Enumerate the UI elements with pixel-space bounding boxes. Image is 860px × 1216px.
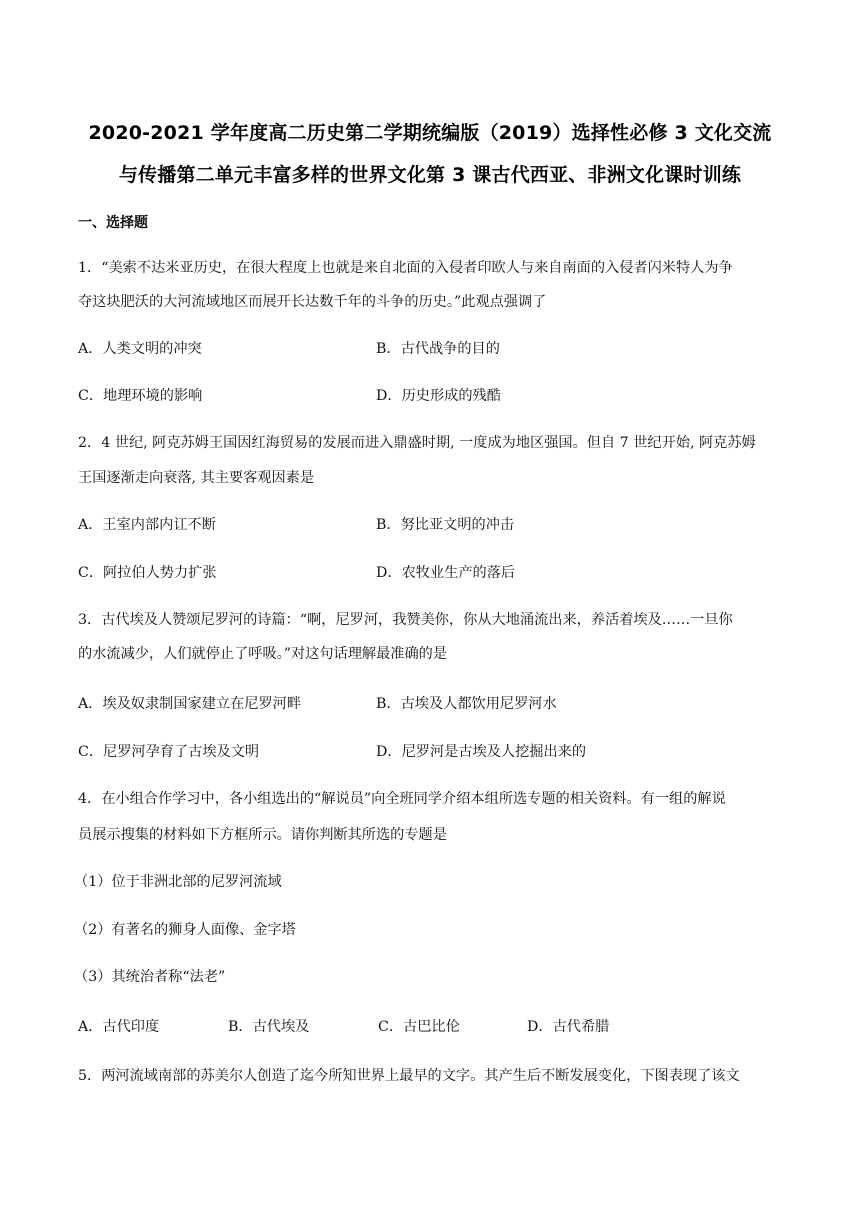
question-1-option-b[interactable]: B．古代战争的目的: [376, 341, 500, 357]
question-3-option-a[interactable]: A．埃及奴隶制国家建立在尼罗河畔: [78, 696, 302, 712]
question-1-option-d[interactable]: D．历史形成的残酷: [376, 388, 501, 404]
question-2-option-b[interactable]: B．努比亚文明的冲击: [376, 517, 515, 533]
question-2-option-a[interactable]: A．王室内部内讧不断: [78, 517, 216, 533]
question-1-stem-line-1: 1．“美索不达米亚历史，在很大程度上也就是来自北面的入侵者印欧人与来自南面的入侵者闪米特人为争: [78, 260, 733, 276]
question-1-option-a[interactable]: A．人类文明的冲突: [78, 341, 202, 357]
question-4-material-item-3: （3）其统治者称“法老”: [74, 969, 226, 985]
question-4-material-item-1: （1）位于非洲北部的尼罗河流域: [74, 874, 282, 890]
section-heading: 一、选择题: [78, 215, 148, 231]
question-4-material-item-2: （2）有著名的狮身人面像、金字塔: [74, 922, 296, 938]
question-2-option-d[interactable]: D．农牧业生产的落后: [376, 565, 516, 581]
question-4-option-a[interactable]: A．古代印度: [78, 1019, 160, 1035]
question-3-stem-line-2: 的水流减少，人们就停止了呼吸。”对这句话理解最准确的是: [78, 646, 448, 662]
question-3-option-c[interactable]: C．尼罗河孕育了古埃及文明: [78, 744, 260, 760]
question-3-option-d[interactable]: D．尼罗河是古埃及人挖掘出来的: [376, 744, 587, 760]
document-title-line-2: 与传播第二单元丰富多样的世界文化第 3 课古代西亚、非洲文化课时训练: [118, 164, 742, 186]
question-4-stem-line-1: 4．在小组合作学习中，各小组选出的“解说员”向全班同学介绍本组所选专题的相关资料。有一组的解说: [78, 791, 726, 807]
document-title-line-1: 2020-2021 学年度高二历史第二学期统编版（2019）选择性必修 3 文化交流: [88, 122, 772, 144]
question-2-option-c[interactable]: C．阿拉伯人势力扩张: [78, 565, 217, 581]
question-4-option-b[interactable]: B．古代埃及: [228, 1019, 310, 1035]
question-1-stem-line-2: 夺这块肥沃的大河流域地区而展开长达数千年的斗争的历史。”此观点强调了: [78, 294, 547, 310]
question-4-stem-line-2: 员展示搜集的材料如下方框所示。请你判断其所选的专题是: [78, 827, 447, 843]
question-2-stem-line-2: 王国逐渐走向衰落, 其主要客观因素是: [78, 470, 315, 486]
question-4-option-c[interactable]: C．古巴比伦: [378, 1019, 460, 1035]
question-3-stem-line-1: 3．古代埃及人赞颂尼罗河的诗篇：“啊，尼罗河，我赞美你，你从大地涌流出来，养活着埃及……一旦你: [78, 612, 733, 628]
question-5-stem-line-1: 5．两河流域南部的苏美尔人创造了迄今所知世界上最早的文字。其产生后不断发展变化，下图表现了该文: [78, 1068, 740, 1084]
question-3-option-b[interactable]: B．古埃及人都饮用尼罗河水: [376, 696, 557, 712]
question-4-option-d[interactable]: D．古代希腊: [527, 1019, 610, 1035]
question-1-option-c[interactable]: C．地理环境的影响: [78, 388, 203, 404]
question-2-stem-line-1: 2．4 世纪, 阿克苏姆王国因红海贸易的发展而进入鼎盛时期, 一度成为地区强国。但自 7 世纪开始, 阿克苏姆: [78, 435, 756, 451]
